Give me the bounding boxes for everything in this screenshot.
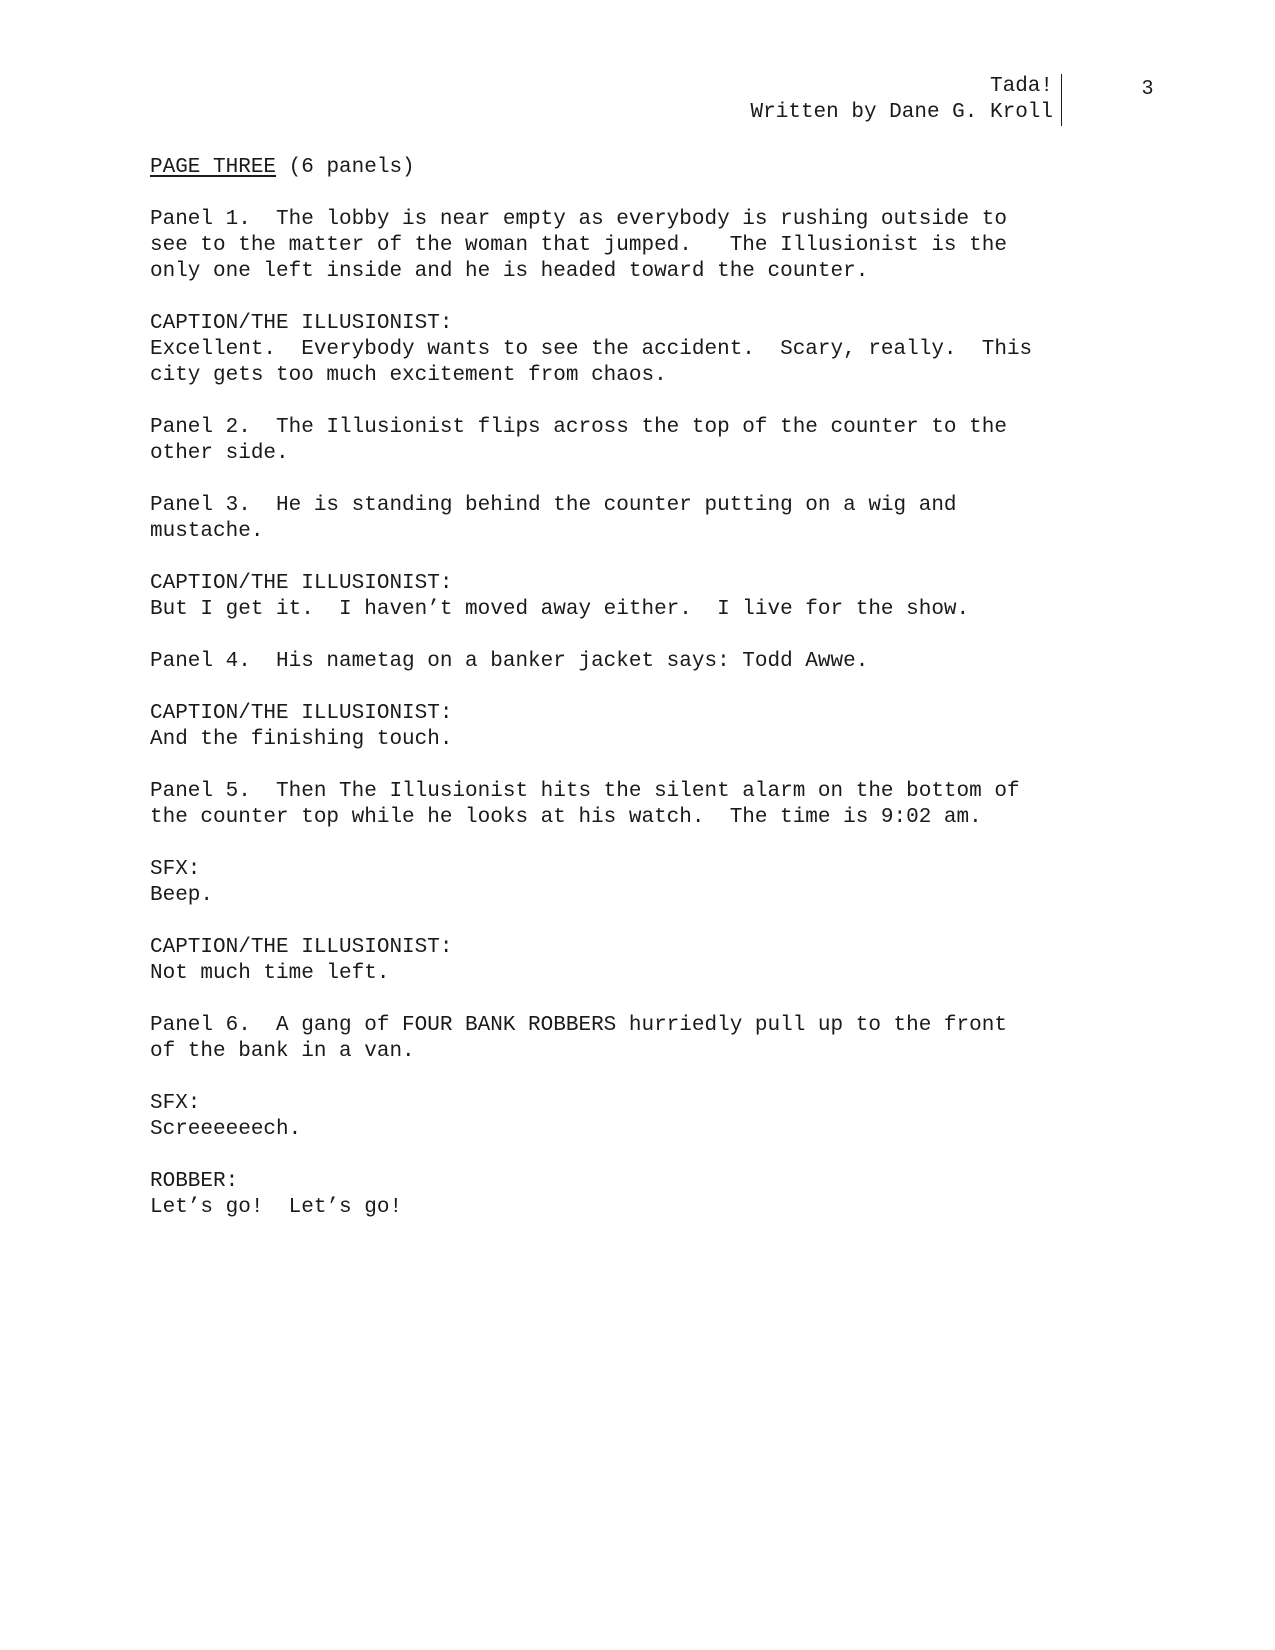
script-line: Panel 6. A gang of FOUR BANK ROBBERS hurriedly pull up to the front: [150, 1014, 1007, 1037]
script-block: [150, 1013, 1150, 1065]
script-line: SFX:: [150, 858, 201, 881]
script-block: [150, 779, 1150, 831]
script-line: other side.: [150, 442, 289, 465]
script-line: see to the matter of the woman that jumped. The Illusionist is the: [150, 234, 1007, 257]
script-block: [150, 1169, 1150, 1221]
script-block: [150, 571, 1150, 623]
script-line: And the finishing touch.: [150, 728, 453, 751]
script-line: Beep.: [150, 884, 214, 907]
script-line: of the bank in a van.: [150, 1040, 415, 1063]
script-block: [150, 493, 1150, 545]
script-line: Screeeeeech.: [150, 1118, 302, 1141]
script-block: [150, 649, 1150, 675]
script-line: CAPTION/THE ILLUSIONIST:: [150, 572, 453, 595]
script-block: [150, 701, 1150, 753]
script-block: [150, 935, 1150, 987]
page-number: 3: [1142, 77, 1154, 99]
script-line: Panel 3. He is standing behind the counter putting on a wig and: [150, 494, 957, 517]
script-line: CAPTION/THE ILLUSIONIST:: [150, 936, 453, 959]
script-block: [150, 207, 1150, 285]
script-block: [150, 857, 1150, 909]
header-title: Tada!: [989, 75, 1053, 98]
script-line: mustache.: [150, 520, 264, 543]
script-line: Let’s go! Let’s go!: [150, 1196, 403, 1219]
script-block: [150, 1091, 1150, 1143]
script-line: Panel 4. His nametag on a banker jacket says: Todd Awwe.: [150, 650, 869, 673]
script-blocks: [150, 207, 1150, 1221]
script-line: Not much time left.: [150, 962, 390, 985]
page-heading-label: PAGE THREE: [150, 156, 277, 179]
script-line: ROBBER:: [150, 1170, 239, 1193]
page-heading: [150, 155, 1150, 181]
script-block: [150, 311, 1150, 389]
running-header: [751, 74, 1062, 126]
script-line: Excellent. Everybody wants to see the accident. Scary, really. This: [150, 338, 1033, 361]
script-line: But I get it. I haven’t moved away either. I live for the show.: [150, 598, 970, 621]
header-byline: Written by Dane G. Kroll: [750, 101, 1053, 124]
script-body: [150, 155, 1150, 1247]
script-line: CAPTION/THE ILLUSIONIST:: [150, 702, 453, 725]
page-heading-panels: (6 panels): [276, 156, 415, 179]
script-line: Panel 5. Then The Illusionist hits the silent alarm on the bottom of: [150, 780, 1020, 803]
script-line: CAPTION/THE ILLUSIONIST:: [150, 312, 453, 335]
script-line: only one left inside and he is headed toward the counter.: [150, 260, 869, 283]
script-block: [150, 415, 1150, 467]
script-line: SFX:: [150, 1092, 201, 1115]
script-line: Panel 1. The lobby is near empty as everybody is rushing outside to: [150, 208, 1007, 231]
script-line: city gets too much excitement from chaos.: [150, 364, 667, 387]
script-line: Panel 2. The Illusionist flips across the top of the counter to the: [150, 416, 1007, 439]
script-line: the counter top while he looks at his watch. The time is 9:02 am.: [150, 806, 982, 829]
